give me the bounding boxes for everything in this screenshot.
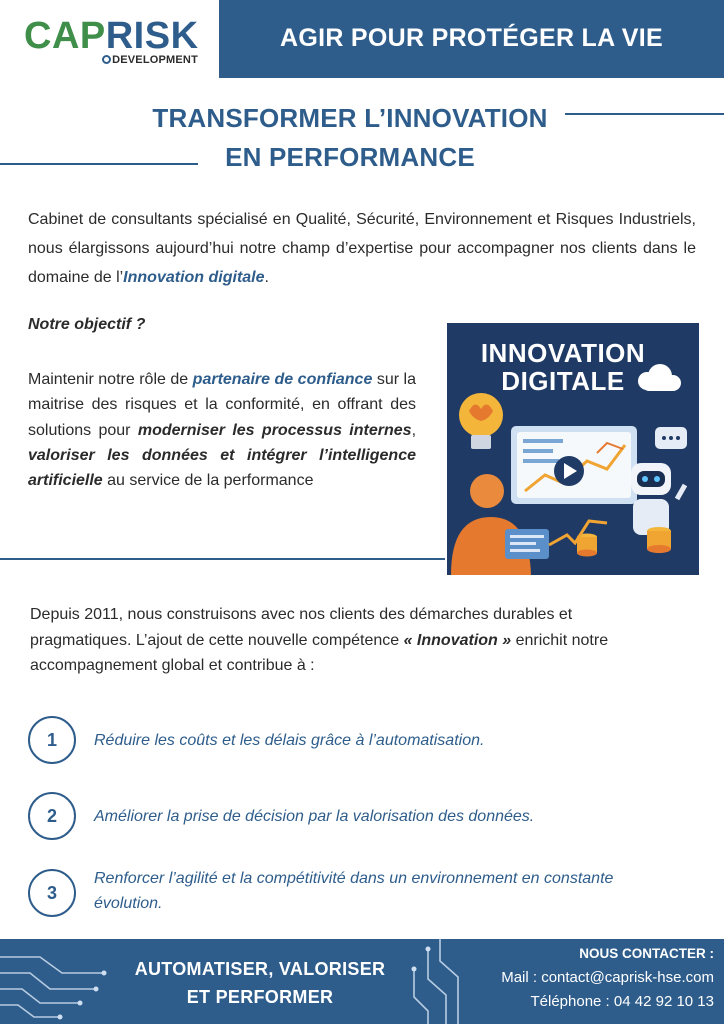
since-text-1: Depuis 2011, nous construisons avec nos clients des démarches durables et pragmatiques. L’ajout de cette nouvelle compétence (30, 606, 573, 649)
objective-text-1: Maintenir notre rôle de (28, 371, 193, 388)
objective-text-4: au service de la performance (102, 472, 314, 490)
illustration-title-line1: INNOVATION (480, 338, 646, 368)
list-item-3: Renforcer l’agilité et la compétitivité dans un environnement en constante évolution. (94, 870, 614, 912)
logo-ring-icon (102, 55, 111, 64)
objective-text-3: , (411, 421, 417, 439)
objective-text-2: sur la maitrise des risques et la conformité, en offrant des solutions pour (28, 371, 416, 439)
footer-slogan (112, 955, 408, 1011)
footer-banner (0, 939, 724, 1024)
since-paragraph (30, 602, 670, 679)
contact-heading: NOUS CONTACTER : (579, 946, 714, 961)
intro-paragraph (28, 205, 696, 292)
company-logo (24, 14, 204, 70)
logo-subtitle-text: DEVELOPMENT (112, 54, 198, 66)
objective-paragraph (28, 367, 416, 493)
play-icon (554, 456, 584, 486)
header-tagline: AGIR POUR PROTÉGER LA VIE (279, 24, 663, 52)
chat-bubble-icon (655, 427, 687, 449)
section-divider (0, 558, 445, 560)
objective-bold-2: valoriser les données et intégrer l’intelligence artificielle (28, 446, 416, 490)
footer-slogan-line1: AUTOMATISER, VALORISER (134, 959, 386, 979)
list-item-2: Améliorer la prise de décision par la valorisation des données. (94, 808, 535, 825)
intro-highlight: Innovation digitale (123, 269, 265, 286)
illustration-title-line2: DIGITALE (501, 366, 625, 396)
innovation-illustration (447, 323, 699, 575)
footer-slogan-line2: ET PERFORMER (186, 987, 334, 1007)
logo-subtitle (102, 54, 198, 66)
contact-mail[interactable]: Mail : contact@caprisk-hse.com (501, 969, 714, 986)
intro-text: Cabinet de consultants spécialisé en Qualité, Sécurité, Environnement et Risques Industriels, nous élargissons aujourd’hui notre champ d’expertise pour accompagner nos clients dans le domaine de l’ (28, 211, 696, 286)
since-text-2: enrichit notre accompagnement global et contribue à : (30, 631, 609, 674)
objective-highlight: partenaire de confiance (192, 371, 373, 388)
logo-wordmark (24, 14, 199, 58)
list-number-2: 2 (28, 792, 76, 840)
list-item-1: Réduire les coûts et les délais grâce à l’automatisation. (94, 732, 485, 749)
since-bold: « Innovation » (403, 631, 512, 649)
logo-cap: CAP (24, 15, 106, 57)
objective-heading: Notre objectif ? (28, 316, 146, 333)
list-number-3: 3 (28, 869, 76, 917)
contact-phone[interactable]: Téléphone : 04 42 92 10 13 (530, 993, 714, 1010)
header-banner (219, 0, 724, 78)
list-number-1: 1 (28, 716, 76, 764)
objective-bold-1: moderniser les processus internes (137, 421, 412, 439)
logo-risk: RISK (105, 15, 199, 57)
page-title-line1: TRANSFORMER L’INNOVATION (152, 103, 548, 133)
intro-end: . (264, 269, 269, 286)
page-title-line2: EN PERFORMANCE (225, 142, 475, 172)
